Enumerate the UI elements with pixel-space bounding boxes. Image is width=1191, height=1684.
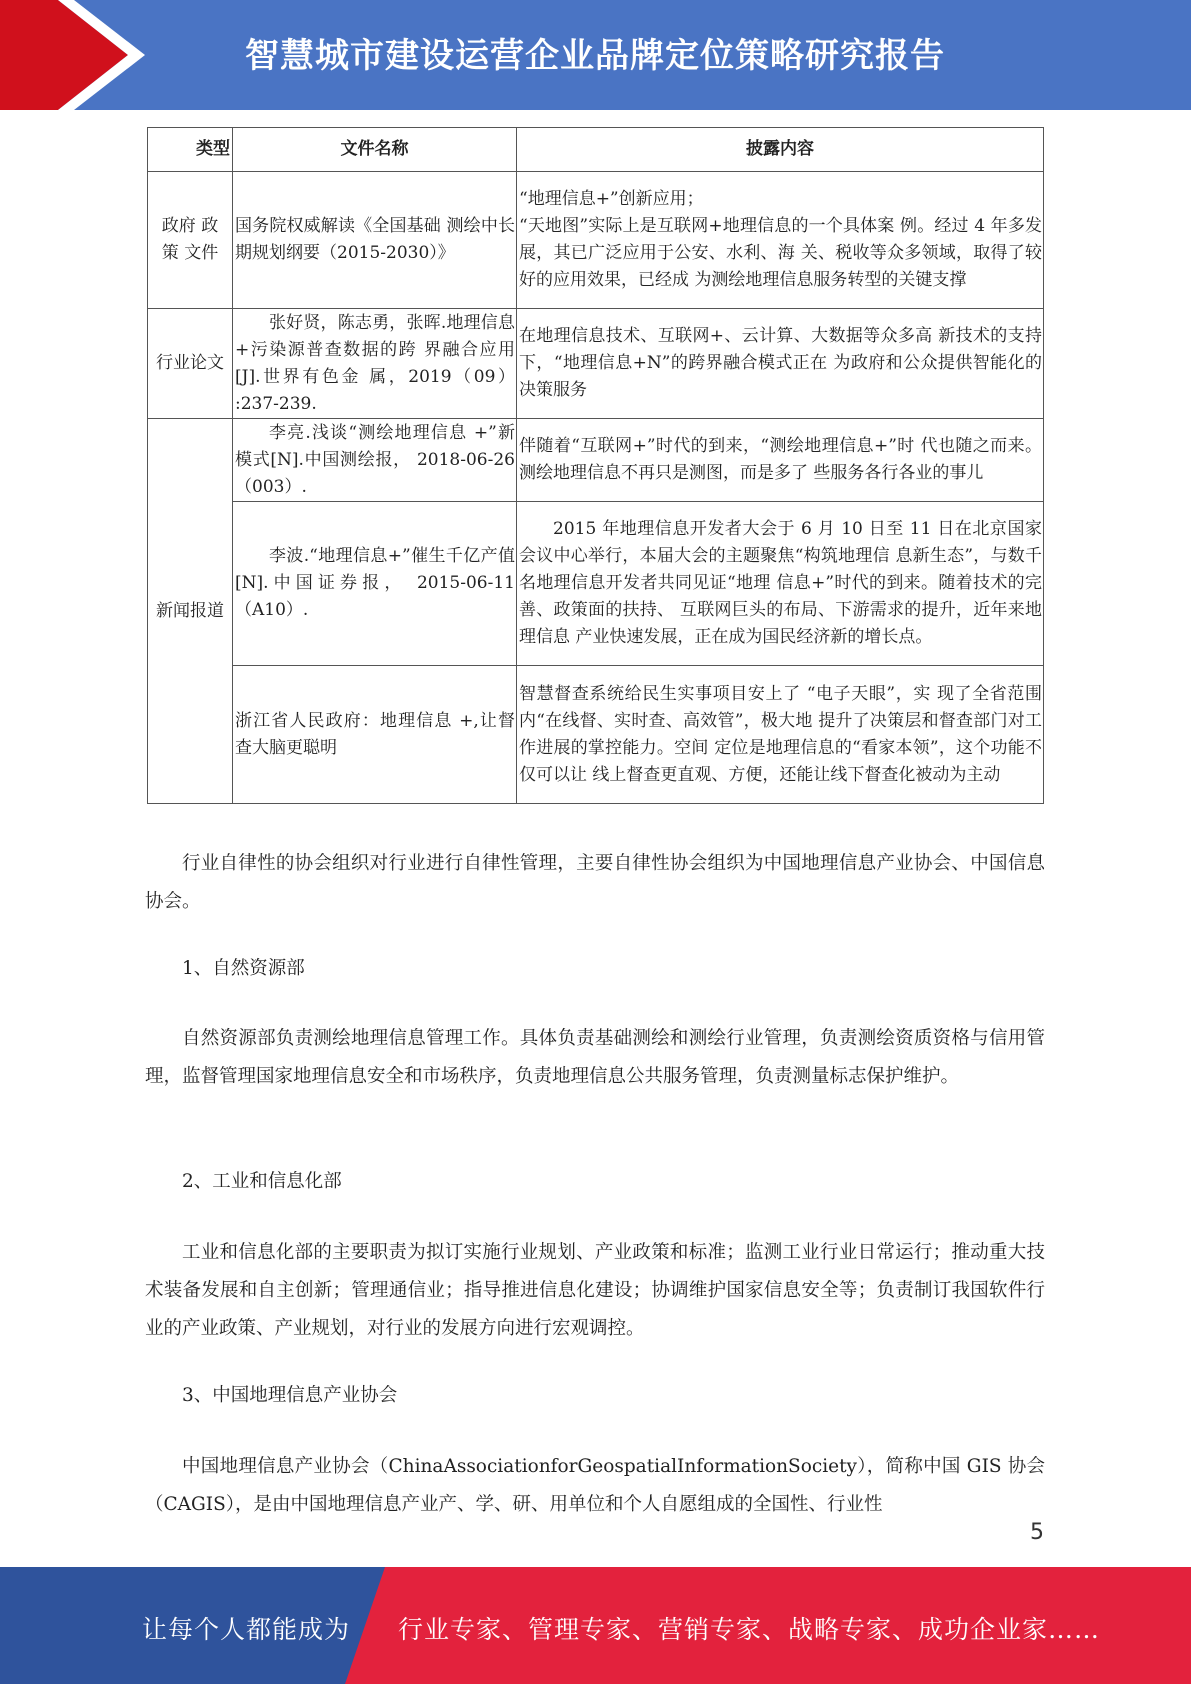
doc-cell: 李波.“地理信息+”催生千亿产值[N].中国证券报， 2015-06-11（A10）. <box>233 502 517 666</box>
column-header-content: 披露内容 <box>517 128 1044 172</box>
type-cell: 新闻报道 <box>148 419 233 804</box>
content-cell: 在地理信息技术、互联网+、云计算、大数据等众多高 新技术的支持下，“地理信息+N”的跨界融合模式正在 为政府和公众提供智能化的决策服务 <box>517 309 1044 419</box>
header-arrow-decoration <box>0 0 160 110</box>
content-cell <box>517 172 1044 309</box>
doc-cell: 张好贤，陈志勇，张晖.地理信息+污染源普查数据的跨 界融合应用[J].世界有色金 属，2019（09） :237-239. <box>233 309 517 419</box>
content-cell: 伴随着“互联网+”时代的到来，“测绘地理信息+”时 代也随之而来。测绘地理信息不再只是测图，而是多了 些服务各行各业的事儿 <box>517 419 1044 502</box>
table-row <box>148 309 1044 419</box>
heading-text: 2、工业和信息化部 <box>182 1171 342 1192</box>
section-heading <box>145 1163 1045 1201</box>
content-cell: 智慧督查系统给民生实事项目安上了 “电子天眼”，实 现了全省范围内“在线督、实时查、高效管”，极大地 提升了决策层和督查部门对工作进展的掌控能力。空间 定位是地理信息的“看家本领”，这个功能不仅可以让 线上督查更直观、方便，还能让线下督查化被动为主动 <box>517 666 1044 804</box>
body-paragraph <box>145 1020 1045 1096</box>
page-number: 5 <box>1030 1520 1044 1545</box>
type-cell: 政府 政策 文件 <box>148 172 233 309</box>
paragraph-text: 中国地理信息产业协会（ChinaAssociationforGeospatialInformationSociety），简称中国 GIS 协会（CAGIS），是由中国地理信息产业产、学、研、用单位和个人自愿组成的全国性、行业性 <box>145 1456 1045 1515</box>
type-cell: 行业论文 <box>148 309 233 419</box>
paragraph-text: 自然资源部负责测绘地理信息管理工作。具体负责基础测绘和测绘行业管理，负责测绘资质资格与信用管理，监督管理国家地理信息安全和市场秩序，负责地理信息公共服务管理，负责测量标志保护维护。 <box>145 1028 1045 1087</box>
table-row <box>148 172 1044 309</box>
disclosure-table <box>147 127 1044 804</box>
table-row <box>148 666 1044 804</box>
paragraph-text: 行业自律性的协会组织对行业进行自律性管理，主要自律性协会组织为中国地理信息产业协会、中国信息协会。 <box>145 853 1045 912</box>
content-line: “地理信息+”创新应用； <box>519 189 704 209</box>
doc-cell: 李亮.浅谈“测绘地理信息 +”新模式[N].中国测绘报， 2018-06-26 （003）. <box>233 419 517 502</box>
section-heading <box>145 950 1045 988</box>
footer-slogan-right: 行业专家、管理专家、营销专家、战略专家、成功企业家…… <box>398 1615 1101 1644</box>
table-row <box>148 419 1044 502</box>
body-paragraph <box>145 845 1045 921</box>
table-header-row <box>148 128 1044 172</box>
content-cell: 2015 年地理信息开发者大会于 6 月 10 日至 11 日在北京国家会议中心举行，本届大会的主题聚焦“构筑地理信 息新生态”，与数千名地理信息开发者共同见证“地理 信息+”时代的到来。随着技术的完善、政策面的扶持、 互联网巨头的布局、下游需求的提升，近年来地理信息 产业快速发展，正在成为国民经济新的增长点。 <box>517 502 1044 666</box>
body-paragraph <box>145 1234 1045 1348</box>
paragraph-text: 工业和信息化部的主要职责为拟订实施行业规划、产业政策和标准；监测工业行业日常运行；推动重大技术装备发展和自主创新；管理通信业；指导推进信息化建设；协调维护国家信息安全等；负责制订我国软件行业的产业政策、产业规划，对行业的发展方向进行宏观调控。 <box>145 1242 1045 1339</box>
body-paragraph <box>145 1448 1045 1524</box>
table-row <box>148 502 1044 666</box>
page-footer <box>0 1567 1191 1684</box>
page-header <box>0 0 1191 110</box>
column-header-doc: 文件名称 <box>233 128 517 172</box>
column-header-type: 类型 <box>148 128 233 172</box>
footer-slogan-left: 让每个人都能成为 <box>142 1615 351 1644</box>
section-heading <box>145 1377 1045 1415</box>
doc-cell: 浙江省人民政府：地理信息 +,让督查大脑更聪明 <box>233 666 517 804</box>
content-line: “天地图”实际上是互联网+地理信息的一个具体案 例。经过 4 年多发展，其已广泛应用于公安、水利、海 关、税收等众多领域，取得了较好的应用效果，已经成 为测绘地理信息服务转型的关键支撑 <box>519 216 1042 290</box>
heading-text: 1、自然资源部 <box>182 958 305 979</box>
report-title: 智慧城市建设运营企业品牌定位策略研究报告 <box>245 36 945 76</box>
doc-cell: 国务院权威解读《全国基础 测绘中长期规划纲要（2015-2030）》 <box>233 172 517 309</box>
heading-text: 3、中国地理信息产业协会 <box>182 1385 398 1406</box>
